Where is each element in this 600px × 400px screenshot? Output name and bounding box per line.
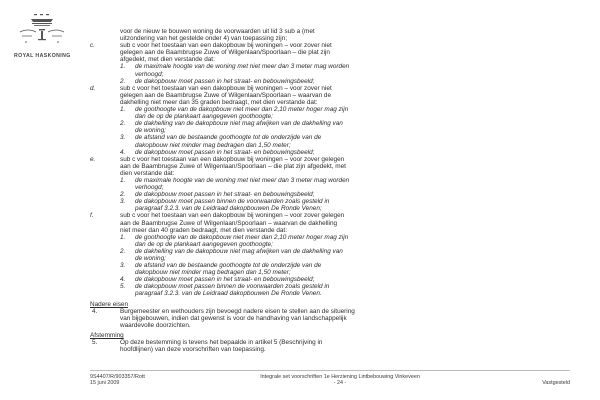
page-footer <box>90 374 570 387</box>
intro-paragraph <box>90 28 570 42</box>
item-label: d. <box>90 84 96 92</box>
section-heading: Afstemming <box>90 331 124 339</box>
sub-item-text <box>135 191 570 198</box>
footer-page-number: - 24 - <box>333 380 347 387</box>
item-body <box>120 85 570 156</box>
sub-item-line: de dakopbouw moet passen in het straat- en bebouwingsbeeld; <box>135 148 315 156</box>
section-number: 4. <box>92 307 98 315</box>
sub-item-line: dan de op de plankaart aangegeven goothoogte; <box>135 240 273 248</box>
section-paragraph <box>90 339 570 353</box>
sub-item-number: 1. <box>120 106 126 114</box>
section-paragraph <box>90 308 570 329</box>
sub-item-line: verhoogd; <box>135 184 164 192</box>
sub-item-line: de goothoogte van de dakopbouw niet meer dan 2,10 meter hoger mag zijn <box>135 106 349 114</box>
item-line: gelegen aan de Baambrugse Zuwe of Wilgenlaan/Spoorlaan – waarvan de <box>120 91 332 99</box>
exemption-item <box>90 42 570 85</box>
sub-item-number: 3. <box>120 198 126 206</box>
item-label: f. <box>90 212 94 220</box>
sub-item-text <box>135 262 570 276</box>
sub-item-line: de afstand van de bestaande goothoogte tot de onderzijde van de <box>135 134 322 142</box>
sub-item-line: de maximale hoogte van de woning met niet meer dan 3 meter mag worden <box>135 176 350 184</box>
sub-item-line: de woning; <box>135 255 166 262</box>
sub-item-line: de dakopbouw moet passen binnen de voorwaarden zoals gesteld in <box>135 283 330 291</box>
footer-title: Integrale set voorschriften 1e Herziening Lintbebouwing Vinkeveen <box>260 374 420 380</box>
sub-item <box>120 177 570 191</box>
item-line: aan de Baambrugse Zuwe of Wilgenlaan/Spoorlaan – waarvan de dakhelling <box>120 219 338 227</box>
sub-item-line: de goothoogte van de dakopbouw niet meer dan 2,10 meter hoger mag zijn <box>135 233 349 241</box>
section-line: Burgemeester en wethouders zijn bevoegd nadere eisen te stellen aan de situering <box>120 307 355 315</box>
section-text <box>120 339 570 353</box>
item-label: c. <box>90 42 95 50</box>
sub-item-line: de dakopbouw moet passen binnen de voorwaarden zoals gesteld in <box>135 198 330 206</box>
item-line: sub c voor het toestaan van een dakopbouw bij woningen – voor zover niet <box>120 42 332 50</box>
sub-item-line: dakopbouw niet minder mag bedragen dan 1,50 meter; <box>135 141 291 149</box>
sub-item-text <box>135 134 570 148</box>
footer-date: 15 juni 2009 <box>90 380 120 387</box>
sub-item-text <box>135 283 570 297</box>
logo-text: ROYAL HASKONING <box>14 53 71 59</box>
sub-item-line: de dakopbouw moet passen in het straat- en bebouwingsbeeld; <box>135 191 315 199</box>
sub-item <box>120 234 570 248</box>
sub-item-number: 5. <box>120 283 126 291</box>
sub-item-number: 2. <box>120 77 126 85</box>
sub-item-line: dan de op de plankaart aangegeven goothoogte; <box>135 113 273 121</box>
sub-item-text <box>135 234 570 248</box>
item-body <box>120 42 570 85</box>
sub-item-text <box>135 63 570 77</box>
footer-divider <box>90 370 570 371</box>
sub-item-line: de dakhelling van de dakopbouw niet mag afwijken van de dakhelling van <box>135 120 343 128</box>
sub-item-text <box>135 248 570 262</box>
company-logo <box>14 12 70 59</box>
item-line: sub c voor het toestaan van een dakopbouw bij woningen – voor zover gelegen <box>120 155 345 163</box>
section-line: Op deze bestemming is tevens het bepaalde in artikel 5 (Beschrijving in <box>120 339 323 347</box>
sub-item <box>120 106 570 120</box>
sections-list <box>90 301 570 354</box>
sub-item <box>120 283 570 297</box>
sub-item-number: 2. <box>120 247 126 255</box>
document-body <box>90 28 570 353</box>
sub-item-number: 2. <box>120 120 126 128</box>
sub-item-number: 3. <box>120 134 126 142</box>
sub-item-text <box>135 106 570 120</box>
footer-status: Vastgesteld <box>542 380 570 387</box>
sub-item-text <box>135 276 570 283</box>
sub-item <box>120 191 570 198</box>
section-number: 5. <box>92 339 98 347</box>
section-line: hoofdlijnen) van deze voorschriften van toepassing. <box>120 346 266 354</box>
footer-ref: 9S4407/R/903357/Rott <box>90 374 145 380</box>
section-text <box>120 308 570 329</box>
sub-item-line: dakopbouw niet minder mag bedragen dan 1,50 meter; <box>135 269 291 277</box>
sub-item <box>120 63 570 77</box>
sub-item-number: 1. <box>120 63 126 71</box>
sub-item <box>120 149 570 156</box>
sub-item <box>120 134 570 148</box>
intro-line: voor de nieuw te bouwen woning de voorwaarden uit lid 3 sub a (met <box>120 28 315 35</box>
item-line: niet meer dan 40 graden bedraagt, met dien verstande dat: <box>120 226 287 234</box>
sub-item-line: paragraaf 3.2.3. van de Leidraad dakopbouwen De Ronde Venen. <box>135 290 322 298</box>
exemption-item <box>90 156 570 213</box>
item-line: afgedekt, met dien verstande dat: <box>120 56 215 64</box>
sub-item-number: 1. <box>120 233 126 241</box>
sub-item-line: de dakopbouw moet passen in het straat- en bebouwingsbeeld; <box>135 276 315 284</box>
sub-item-line: de dakopbouw moet passen in het straat- en bebouwingsbeeld; <box>135 77 315 85</box>
item-label: e. <box>90 155 96 163</box>
sub-item <box>120 276 570 283</box>
sub-item <box>120 262 570 276</box>
sub-item-text <box>135 149 570 156</box>
sub-item-line: verhoogd; <box>135 70 164 78</box>
sub-item-number: 3. <box>120 262 126 270</box>
item-line: sub c voor het toestaan van een dakopbouw bij woningen – voor zover niet <box>120 84 332 92</box>
item-line: dien verstande dat: <box>120 169 175 177</box>
exemption-item <box>90 85 570 156</box>
item-line: aan de Baambrugse Zuwe of Wilgenlaan/Spoorlaan – die plat zijn afgedekt, met <box>120 162 346 170</box>
sub-item <box>120 248 570 262</box>
sub-item-line: paragraaf 3.2.3. van de Leidraad dakopbouwen De Ronde Venen; <box>135 205 322 213</box>
sub-item-line: de maximale hoogte van de woning met niet meer dan 3 meter mag worden <box>135 63 350 71</box>
sub-item-line: de afstand van de bestaande goothoogte tot de onderzijde van de <box>135 262 322 270</box>
exemption-item <box>90 212 570 297</box>
sub-item-number: 1. <box>120 176 126 184</box>
section-heading: Nadere eisen <box>90 300 129 308</box>
item-line: gelegen aan de Baambrugse Zuwe of Wilgenlaan/Spoorlaan – die plat zijn <box>120 49 330 57</box>
sub-item-text <box>135 78 570 85</box>
sub-item-text <box>135 198 570 212</box>
sub-item-line: de woning; <box>135 127 166 135</box>
sub-item <box>120 198 570 212</box>
sub-item-text <box>135 120 570 134</box>
sub-item <box>120 78 570 85</box>
item-line: sub c voor het toestaan van een dakopbouw bij woningen – voor zover gelegen <box>120 212 345 220</box>
item-body <box>120 212 570 297</box>
sub-item-number: 4. <box>120 276 126 284</box>
section-line: van bijgebouwen, indien dat gewenst is voor de handhaving van landschappelijk <box>120 314 347 322</box>
sub-item-line: de dakhelling van de dakopbouw niet mag afwijken van de dakhelling van <box>135 247 343 255</box>
intro-line: uitzondering van het gestelde onder 4) van toepassing zijn; <box>120 35 287 43</box>
sub-item-text <box>135 177 570 191</box>
logo-mark-icon <box>14 12 70 52</box>
sub-item-number: 2. <box>120 191 126 199</box>
item-body <box>120 156 570 213</box>
sub-item <box>120 120 570 134</box>
exemption-list <box>90 42 570 297</box>
item-line: dakhelling niet meer dan 35 graden bedraagt, met dien verstande dat: <box>120 98 318 106</box>
section-line: waardevolle doorzichten. <box>120 321 191 329</box>
sub-item-number: 4. <box>120 148 126 156</box>
